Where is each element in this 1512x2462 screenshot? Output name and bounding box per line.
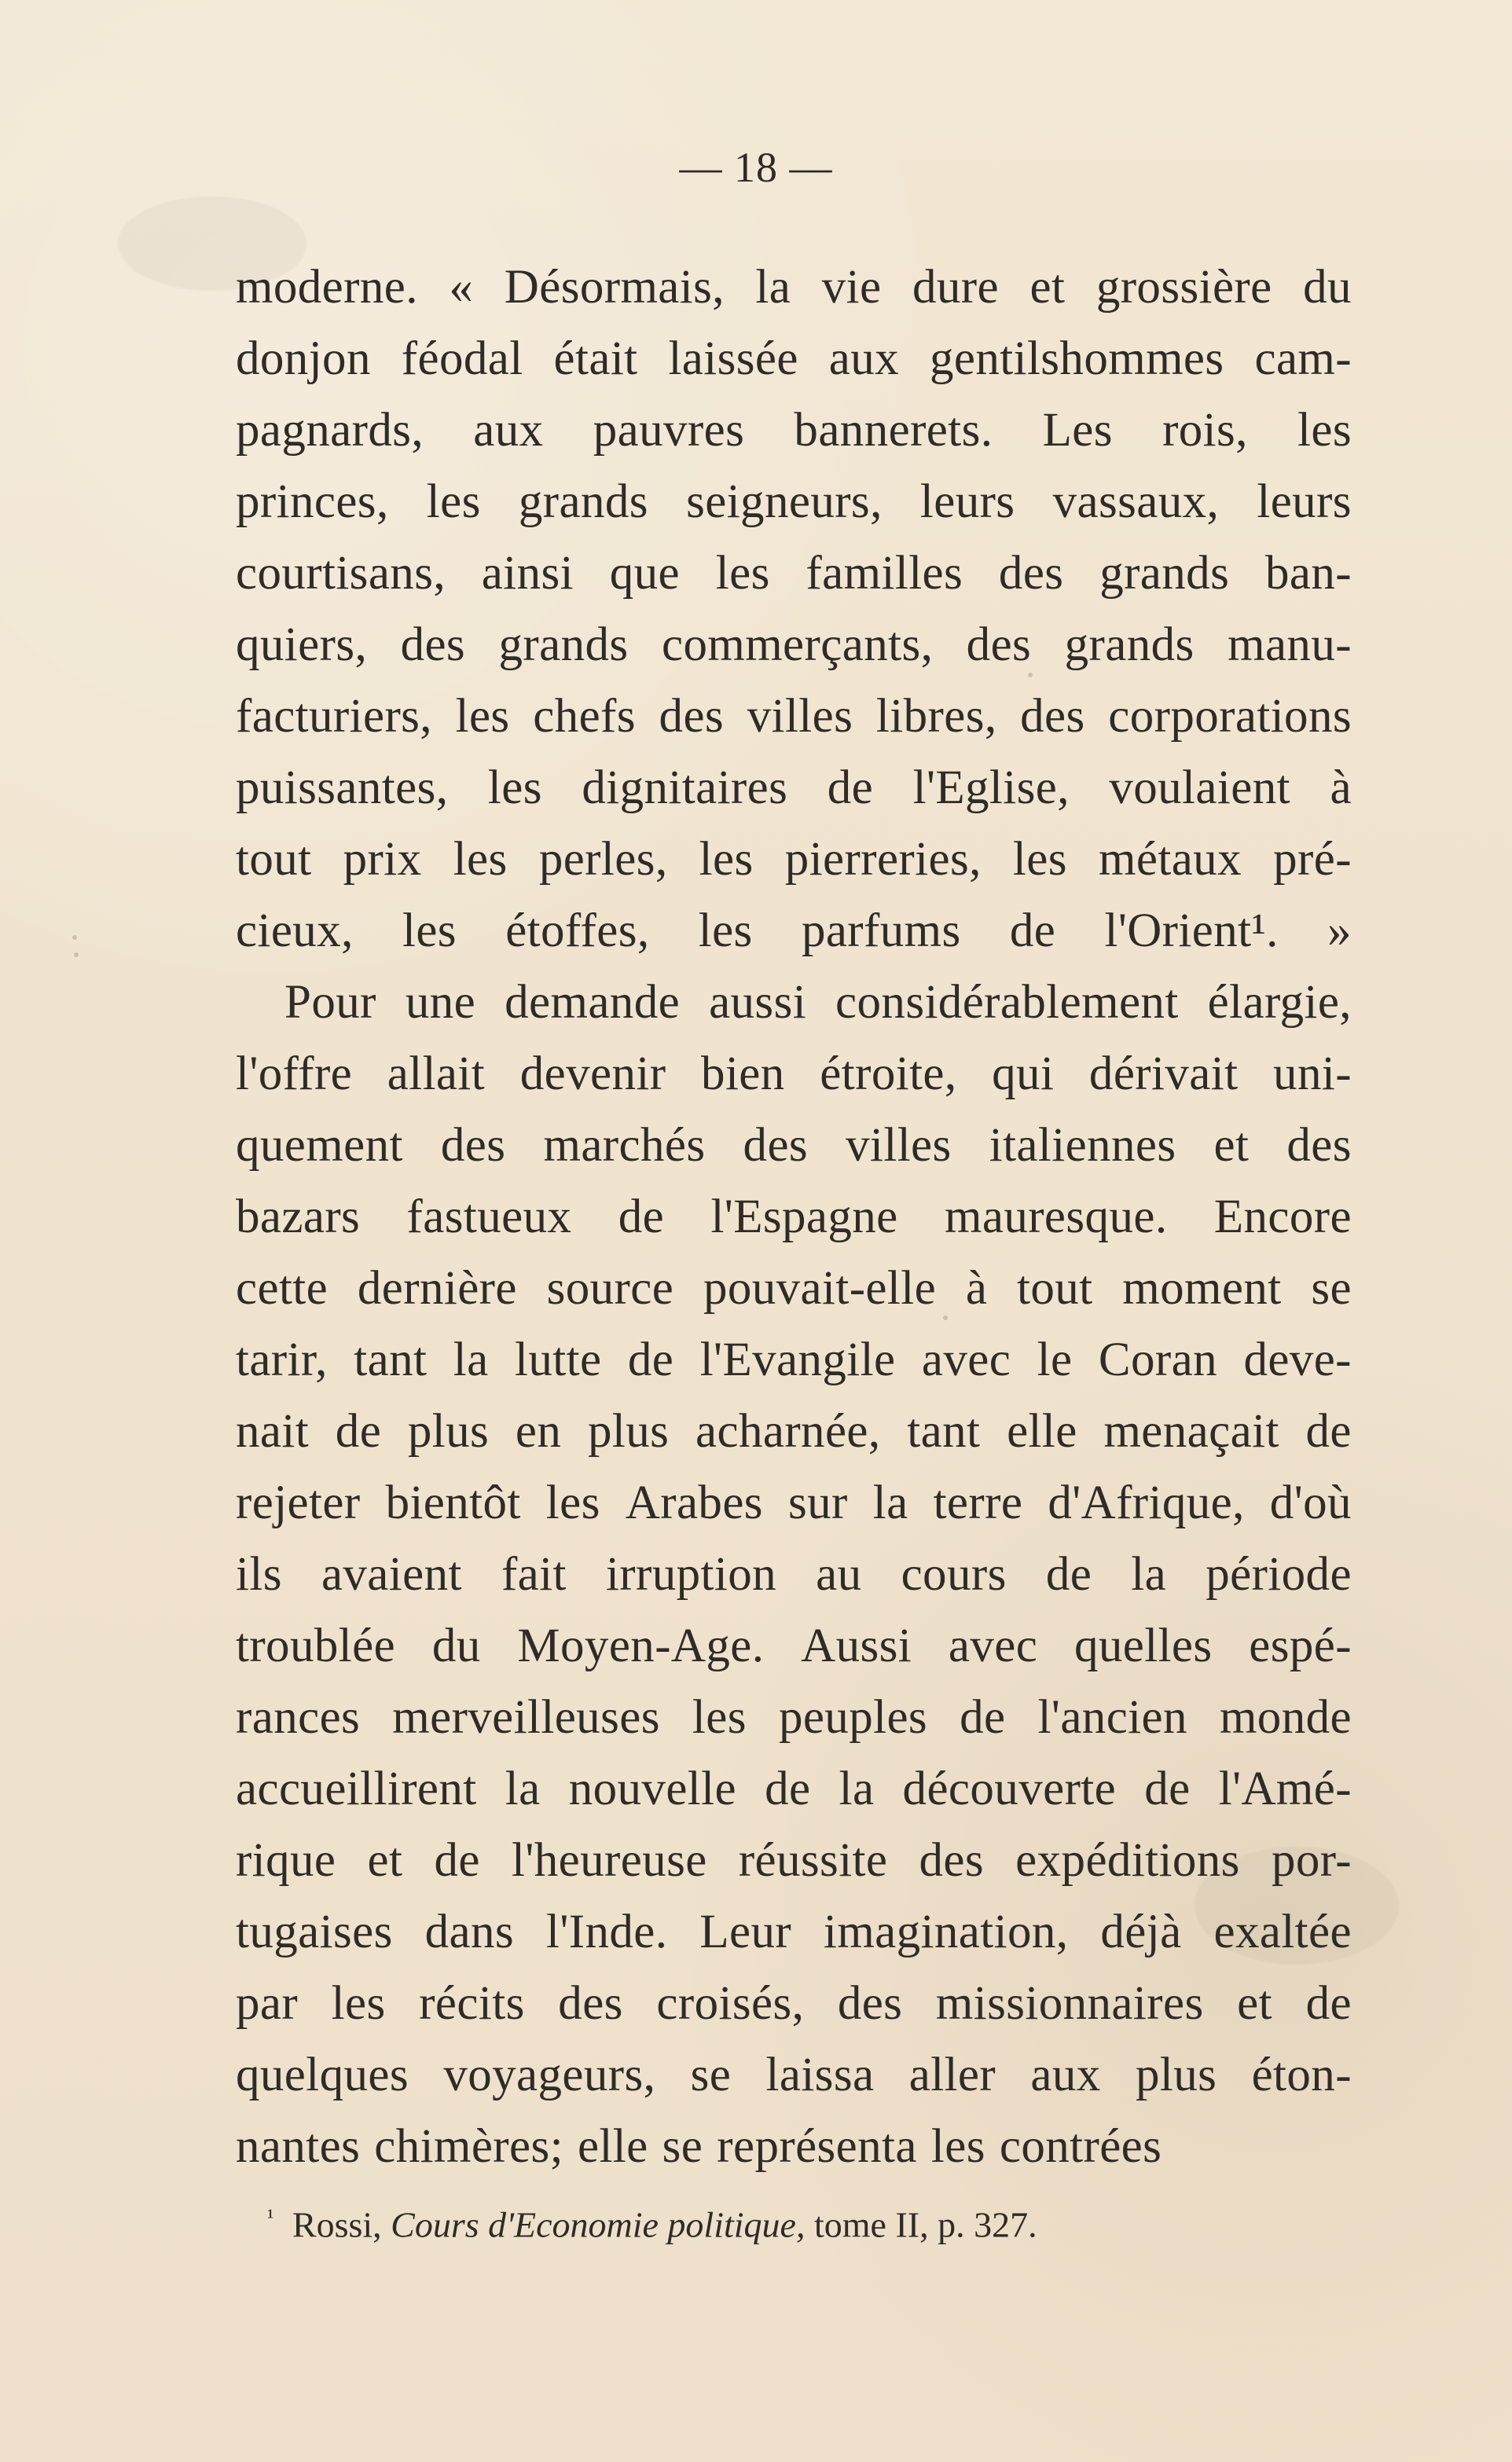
word: pierreries, bbox=[784, 833, 982, 886]
word: Aussi bbox=[801, 1620, 912, 1672]
word: pauvres bbox=[593, 404, 745, 457]
word: féodal bbox=[401, 332, 523, 385]
word: et bbox=[367, 1834, 403, 1887]
word: allait bbox=[387, 1048, 486, 1100]
word: pouvait-elle bbox=[703, 1262, 937, 1315]
word: grands bbox=[518, 475, 648, 528]
word: et bbox=[1029, 261, 1066, 314]
word: rique bbox=[236, 1834, 336, 1887]
text-line bbox=[236, 1825, 1352, 1896]
word: deve- bbox=[1243, 1334, 1352, 1386]
word: qui bbox=[992, 1048, 1055, 1100]
word: déjà bbox=[1100, 1906, 1182, 1958]
word: dans bbox=[424, 1906, 515, 1958]
word: marchés bbox=[543, 1119, 706, 1172]
text-line bbox=[236, 538, 1352, 609]
word: elle bbox=[1007, 1405, 1077, 1458]
word: des bbox=[743, 1119, 809, 1172]
word: cours bbox=[901, 1548, 1007, 1601]
word: Arabes bbox=[625, 1477, 763, 1529]
word: grands bbox=[1099, 547, 1230, 600]
word: merveilleuses bbox=[392, 1691, 660, 1744]
word: découverte bbox=[902, 1763, 1117, 1815]
word: que bbox=[609, 547, 680, 600]
text-line bbox=[236, 1610, 1352, 1682]
word: d'où bbox=[1269, 1477, 1352, 1529]
word: voyageurs, bbox=[443, 2049, 656, 2101]
text-line bbox=[236, 752, 1352, 824]
word: tugaises bbox=[236, 1906, 393, 1958]
word: la bbox=[505, 1763, 541, 1815]
word: dérivait bbox=[1088, 1048, 1239, 1100]
word: aller bbox=[908, 2049, 996, 2101]
word: irruption bbox=[605, 1548, 777, 1601]
word: Les bbox=[1042, 404, 1113, 457]
word: expéditions bbox=[1015, 1834, 1240, 1887]
text-line bbox=[236, 1324, 1352, 1396]
word: l'Espagne bbox=[710, 1191, 898, 1243]
word: des bbox=[400, 618, 466, 671]
word: courtisans, bbox=[236, 547, 446, 600]
word: imagination, bbox=[823, 1906, 1069, 1958]
word: puissantes, bbox=[236, 761, 449, 814]
text-line bbox=[236, 1539, 1352, 1610]
word: fait bbox=[501, 1548, 567, 1601]
word: les bbox=[698, 904, 753, 957]
word: missionnaires bbox=[935, 1977, 1204, 2030]
word: pagnards, bbox=[236, 404, 424, 457]
word: l'ancien bbox=[1037, 1691, 1187, 1744]
word: les bbox=[1012, 833, 1067, 886]
word: vassaux, bbox=[1052, 475, 1220, 528]
word: aux bbox=[828, 332, 900, 385]
word: corporations bbox=[1108, 690, 1352, 743]
word: perles, bbox=[538, 833, 668, 886]
text-line bbox=[236, 323, 1352, 394]
word: dure bbox=[912, 261, 999, 314]
word: au bbox=[816, 1548, 862, 1601]
word: du bbox=[431, 1620, 481, 1672]
word: source bbox=[546, 1262, 674, 1315]
word: nait bbox=[236, 1405, 310, 1458]
word: ban- bbox=[1264, 547, 1352, 600]
word: en bbox=[515, 1405, 562, 1458]
word: les bbox=[692, 1691, 747, 1744]
word: gentilshommes bbox=[929, 332, 1224, 385]
word: prix bbox=[343, 833, 422, 886]
word: une bbox=[405, 976, 476, 1029]
paper-speck bbox=[74, 952, 79, 957]
text-line bbox=[236, 1682, 1352, 1753]
text-line bbox=[236, 2039, 1352, 2111]
word: aux bbox=[1030, 2049, 1101, 2101]
word: por- bbox=[1271, 1834, 1352, 1887]
word: leurs bbox=[919, 475, 1015, 528]
text-line bbox=[236, 609, 1352, 681]
word: des bbox=[1286, 1119, 1352, 1172]
word: des bbox=[440, 1119, 506, 1172]
word: Coran bbox=[1098, 1334, 1217, 1386]
word: du bbox=[1303, 261, 1352, 314]
word: quelles bbox=[1073, 1620, 1213, 1672]
text-line bbox=[236, 2111, 1352, 2182]
text-line bbox=[236, 251, 1352, 323]
word: croisés, bbox=[656, 1977, 805, 2030]
word: libres, bbox=[875, 690, 997, 743]
word: l'Orient¹. bbox=[1104, 904, 1279, 957]
word: moderne. bbox=[236, 261, 418, 314]
word: aux bbox=[473, 404, 544, 457]
paper-speck bbox=[72, 935, 77, 940]
footnote-author: Rossi, bbox=[292, 2204, 382, 2245]
word: nantes bbox=[236, 2120, 361, 2173]
word: exaltée bbox=[1213, 1906, 1352, 1958]
word: les bbox=[453, 833, 508, 886]
word: laissée bbox=[668, 332, 798, 385]
word: aussi bbox=[709, 976, 807, 1029]
word: considérablement bbox=[835, 976, 1179, 1029]
word: vie bbox=[821, 261, 882, 314]
word: quelques bbox=[236, 2049, 409, 2101]
word: la bbox=[839, 1763, 875, 1815]
word: ils bbox=[236, 1548, 282, 1601]
word: les bbox=[426, 475, 481, 528]
word: sur bbox=[787, 1477, 848, 1529]
word: l'Eglise, bbox=[912, 761, 1070, 814]
word: le bbox=[1037, 1334, 1073, 1386]
word: ainsi bbox=[481, 547, 574, 600]
word: menaçait bbox=[1103, 1405, 1279, 1458]
word: de bbox=[765, 1763, 811, 1815]
word: à bbox=[965, 1262, 988, 1315]
word: la bbox=[872, 1477, 908, 1529]
word: quiers, bbox=[236, 618, 368, 671]
word: de bbox=[1305, 1405, 1352, 1458]
word: grands bbox=[498, 618, 629, 671]
word: mauresque. bbox=[945, 1191, 1168, 1243]
word: tarir, bbox=[236, 1334, 328, 1386]
word: par bbox=[236, 1977, 299, 2030]
word: étoffes, bbox=[505, 904, 650, 957]
word: cam- bbox=[1254, 332, 1352, 385]
word: cette bbox=[236, 1262, 328, 1315]
word: les bbox=[699, 833, 754, 886]
word: les bbox=[487, 761, 542, 814]
word: Encore bbox=[1213, 1191, 1352, 1243]
word: de bbox=[1305, 1977, 1352, 2030]
word: représenta bbox=[717, 2120, 917, 2173]
word: se bbox=[690, 2049, 732, 2101]
word: Moyen-Age. bbox=[517, 1620, 765, 1672]
word: chimères; bbox=[374, 2120, 563, 2173]
word: d'Afrique, bbox=[1048, 1477, 1245, 1529]
text-line bbox=[236, 1896, 1352, 1968]
word: contrées bbox=[999, 2120, 1162, 2173]
word: demande bbox=[505, 976, 681, 1029]
word: récits bbox=[419, 1977, 525, 2030]
word: les bbox=[1297, 404, 1352, 457]
word: des bbox=[659, 690, 725, 743]
word: les bbox=[331, 1977, 386, 2030]
word: l'Inde. bbox=[546, 1906, 668, 1958]
word: laissa bbox=[765, 2049, 875, 2101]
word: était bbox=[553, 332, 638, 385]
word: de bbox=[627, 1334, 674, 1386]
word: tant bbox=[354, 1334, 428, 1386]
word: espé- bbox=[1249, 1620, 1352, 1672]
word: dernière bbox=[357, 1262, 517, 1315]
word: rances bbox=[236, 1691, 361, 1744]
word: facturiers, bbox=[236, 690, 432, 743]
text-line bbox=[236, 1181, 1352, 1253]
word: avec bbox=[948, 1620, 1038, 1672]
word: leurs bbox=[1257, 475, 1352, 528]
word: Pour bbox=[284, 976, 376, 1029]
word: bazars bbox=[236, 1191, 361, 1243]
word: » bbox=[1327, 904, 1352, 957]
word: des bbox=[966, 618, 1032, 671]
word: les bbox=[545, 1477, 600, 1529]
word: de bbox=[618, 1191, 665, 1243]
word: l'offre bbox=[236, 1048, 353, 1100]
word: Leur bbox=[699, 1906, 792, 1958]
word: des bbox=[998, 547, 1064, 600]
text-line bbox=[236, 1110, 1352, 1181]
word: plus bbox=[1135, 2049, 1217, 2101]
text-line bbox=[236, 1396, 1352, 1467]
word: l'Amé- bbox=[1218, 1763, 1352, 1815]
word: nouvelle bbox=[568, 1763, 736, 1815]
word: l'Evangile bbox=[699, 1334, 896, 1386]
word: de bbox=[335, 1405, 382, 1458]
word: uni- bbox=[1273, 1048, 1352, 1100]
footnote bbox=[267, 2196, 1226, 2247]
text-line bbox=[236, 681, 1352, 752]
word: devenir bbox=[519, 1048, 666, 1100]
text-line bbox=[236, 1038, 1352, 1110]
word: plus bbox=[407, 1405, 490, 1458]
word: « bbox=[449, 261, 474, 314]
word: des bbox=[558, 1977, 623, 2030]
word: tant bbox=[907, 1405, 981, 1458]
word: de bbox=[1144, 1763, 1191, 1815]
word: villes bbox=[846, 1119, 952, 1172]
word: la bbox=[453, 1334, 489, 1386]
word: les bbox=[402, 904, 457, 957]
word: voulaient bbox=[1109, 761, 1290, 814]
page-number: — 18 — bbox=[679, 144, 833, 191]
word: la bbox=[755, 261, 791, 314]
word: villes bbox=[747, 690, 853, 743]
word: et bbox=[1213, 1119, 1250, 1172]
word: italiennes bbox=[989, 1119, 1176, 1172]
word: chefs bbox=[533, 690, 636, 743]
word: l'heureuse bbox=[511, 1834, 707, 1887]
word: princes, bbox=[236, 475, 389, 528]
text-line bbox=[236, 895, 1352, 967]
word: période bbox=[1206, 1548, 1352, 1601]
word: moment bbox=[1122, 1262, 1282, 1315]
word: de bbox=[960, 1691, 1006, 1744]
footnote-rest: tome II, p. 327. bbox=[813, 2204, 1037, 2245]
word: se bbox=[662, 2120, 703, 2173]
word: rois, bbox=[1162, 404, 1248, 457]
word: les bbox=[715, 547, 770, 600]
word: bientôt bbox=[385, 1477, 521, 1529]
main-text bbox=[236, 251, 1352, 2182]
word: tout bbox=[1017, 1262, 1093, 1315]
word: grands bbox=[1064, 618, 1195, 671]
word: des bbox=[1020, 690, 1085, 743]
word: dignitaires bbox=[582, 761, 788, 814]
word: quement bbox=[236, 1119, 403, 1172]
word: terre bbox=[933, 1477, 1023, 1529]
word: métaux bbox=[1099, 833, 1242, 886]
word: accueillirent bbox=[236, 1763, 477, 1815]
text-line bbox=[236, 394, 1352, 466]
text-line bbox=[236, 824, 1352, 895]
text-line bbox=[236, 1467, 1352, 1539]
word: monde bbox=[1219, 1691, 1352, 1744]
word: acharnée, bbox=[695, 1405, 881, 1458]
word: seigneurs, bbox=[686, 475, 883, 528]
footnote-mark: ¹ bbox=[267, 2205, 274, 2229]
word: les bbox=[455, 690, 510, 743]
word: la bbox=[1131, 1548, 1167, 1601]
word: Désormais, bbox=[504, 261, 725, 314]
word: elle bbox=[577, 2120, 648, 2173]
text-line bbox=[236, 1753, 1352, 1825]
word: de bbox=[827, 761, 874, 814]
word: étroite, bbox=[820, 1048, 957, 1100]
word: des bbox=[837, 1977, 903, 2030]
word: éton- bbox=[1251, 2049, 1352, 2101]
word: commerçants, bbox=[661, 618, 934, 671]
word: tout bbox=[236, 833, 312, 886]
text-line bbox=[236, 1968, 1352, 2039]
word: de bbox=[1045, 1548, 1092, 1601]
word: réussite bbox=[738, 1834, 888, 1887]
text-line bbox=[236, 466, 1352, 538]
word: bien bbox=[701, 1048, 785, 1100]
word: élargie, bbox=[1207, 976, 1352, 1029]
word: avaient bbox=[321, 1548, 462, 1601]
word: de bbox=[434, 1834, 480, 1887]
word: bannerets. bbox=[794, 404, 993, 457]
word: parfums bbox=[801, 904, 961, 957]
word: troublée bbox=[236, 1620, 396, 1672]
word: rejeter bbox=[236, 1477, 361, 1529]
word: de bbox=[1009, 904, 1056, 957]
text-line bbox=[236, 967, 1352, 1038]
word: cieux, bbox=[236, 904, 354, 957]
word: avec bbox=[921, 1334, 1011, 1386]
word: et bbox=[1237, 1977, 1272, 2030]
word: lutte bbox=[515, 1334, 602, 1386]
word: fastueux bbox=[406, 1191, 572, 1243]
word: les bbox=[930, 2120, 985, 2173]
word: peuples bbox=[778, 1691, 928, 1744]
footnote-title: Cours d'Economie politique, bbox=[391, 2204, 806, 2245]
word: manu- bbox=[1228, 618, 1352, 671]
text-line bbox=[236, 1253, 1352, 1324]
word: à bbox=[1330, 761, 1352, 814]
word: se bbox=[1311, 1262, 1352, 1315]
word: grossière bbox=[1095, 261, 1272, 314]
word: donjon bbox=[236, 332, 371, 385]
word: familles bbox=[806, 547, 963, 600]
word: des bbox=[919, 1834, 985, 1887]
word: plus bbox=[588, 1405, 670, 1458]
word: pré- bbox=[1273, 833, 1352, 886]
